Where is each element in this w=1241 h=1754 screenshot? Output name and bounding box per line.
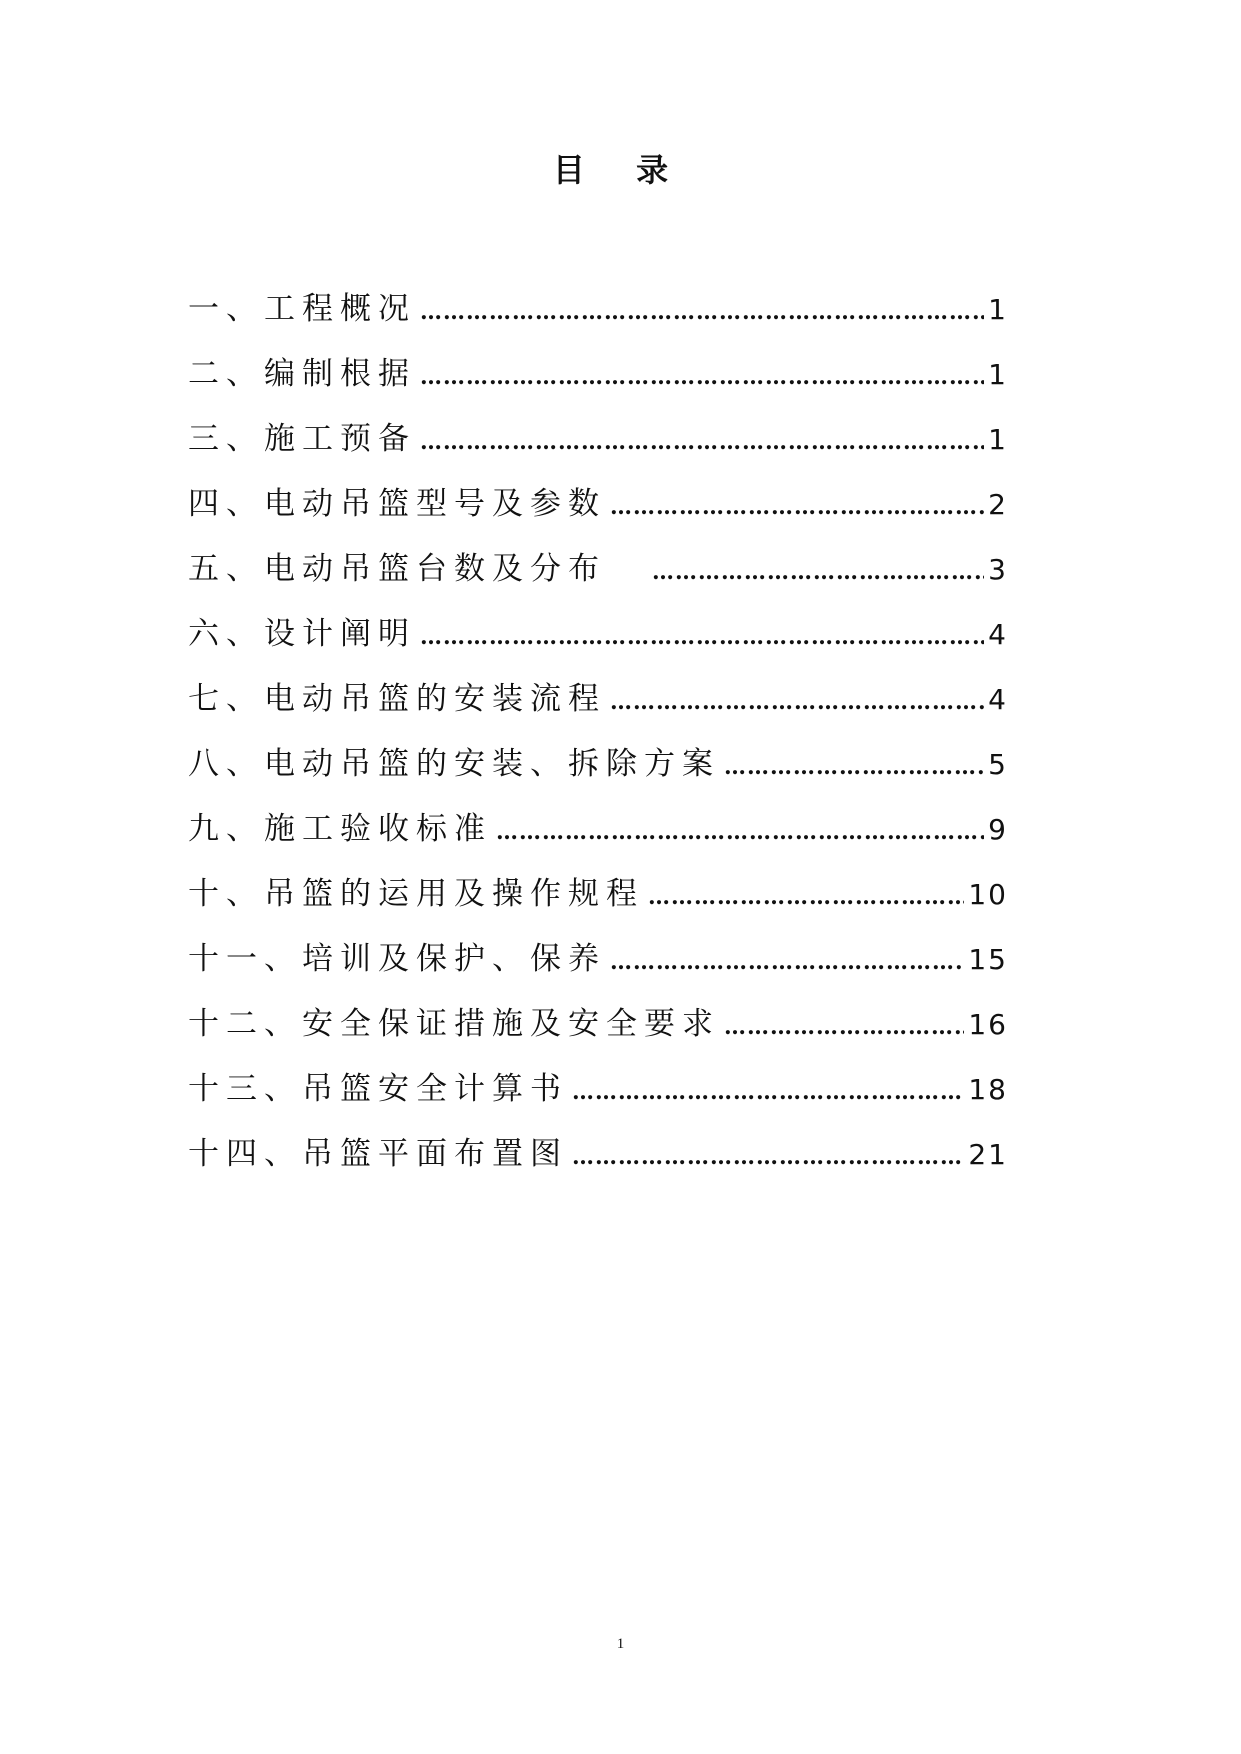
toc-entry-page: 1 — [988, 293, 1008, 326]
toc-entry-label: 十一、培训及保护、保养 — [188, 941, 606, 977]
toc-entry[interactable] — [188, 418, 1008, 483]
toc-entry-page: 1 — [988, 358, 1008, 391]
toc-entry[interactable] — [188, 938, 1008, 1003]
toc-entry-label: 十三、吊篮安全计算书 — [188, 1071, 568, 1107]
toc-entry[interactable] — [188, 548, 1008, 613]
toc-entry[interactable] — [188, 288, 1008, 353]
document-title: 目 录 — [552, 151, 689, 189]
toc-dot-leader — [610, 681, 984, 724]
toc-dot-leader — [496, 811, 984, 854]
toc-entry-page: 21 — [968, 1138, 1008, 1171]
toc-entry[interactable] — [188, 353, 1008, 418]
toc-dot-leader — [610, 486, 984, 529]
toc-entry-page: 5 — [988, 748, 1008, 781]
toc-dot-leader — [420, 356, 984, 399]
toc-dot-leader — [648, 876, 964, 919]
toc-entry-label: 十二、安全保证措施及安全要求 — [188, 1006, 720, 1042]
toc-entry-label: 二、编制根据 — [188, 356, 416, 392]
toc-entry-label: 十四、吊篮平面布置图 — [188, 1136, 568, 1172]
toc-dot-leader — [420, 291, 984, 334]
toc-entry-label: 八、电动吊篮的安装、拆除方案 — [188, 746, 720, 782]
toc-entry-label: 六、设计阐明 — [188, 616, 416, 652]
toc-entry[interactable] — [188, 613, 1008, 678]
toc-entry[interactable] — [188, 1003, 1008, 1068]
toc-entry-page: 16 — [968, 1008, 1008, 1041]
toc-dot-leader — [724, 746, 984, 789]
toc-entry-label: 九、施工验收标准 — [188, 811, 492, 847]
toc-dot-leader — [572, 1071, 964, 1114]
toc-entry-label: 一、工程概况 — [188, 291, 416, 327]
toc-dot-leader — [420, 421, 984, 464]
toc-entry-page: 4 — [988, 618, 1008, 651]
toc-entry-page: 9 — [988, 813, 1008, 846]
toc-entry-page: 15 — [968, 943, 1008, 976]
toc-entry-page: 3 — [988, 553, 1008, 586]
toc-entry[interactable] — [188, 873, 1008, 938]
toc-entry-page: 2 — [988, 488, 1008, 521]
toc-entry-label: 五、电动吊篮台数及分布 — [188, 551, 606, 587]
toc-entry-page: 18 — [968, 1073, 1008, 1106]
toc-entry-page: 4 — [988, 683, 1008, 716]
toc-entry[interactable] — [188, 808, 1008, 873]
toc-entry[interactable] — [188, 1133, 1008, 1198]
toc-entry[interactable] — [188, 1068, 1008, 1133]
toc-entry-label: 三、施工预备 — [188, 421, 416, 457]
toc-dot-leader — [420, 616, 984, 659]
table-of-contents — [188, 288, 1008, 1198]
toc-entry[interactable] — [188, 743, 1008, 808]
toc-dot-leader — [572, 1136, 964, 1179]
toc-entry[interactable] — [188, 483, 1008, 548]
toc-entry-label: 十、吊篮的运用及操作规程 — [188, 876, 644, 912]
page-number: 1 — [616, 1636, 625, 1652]
toc-dot-leader — [652, 551, 984, 594]
toc-entry-page: 1 — [988, 423, 1008, 456]
toc-dot-leader — [724, 1006, 964, 1049]
toc-entry-label: 七、电动吊篮的安装流程 — [188, 681, 606, 717]
toc-dot-leader — [610, 941, 964, 984]
toc-entry[interactable] — [188, 678, 1008, 743]
toc-entry-page: 10 — [968, 878, 1008, 911]
toc-entry-label: 四、电动吊篮型号及参数 — [188, 486, 606, 522]
